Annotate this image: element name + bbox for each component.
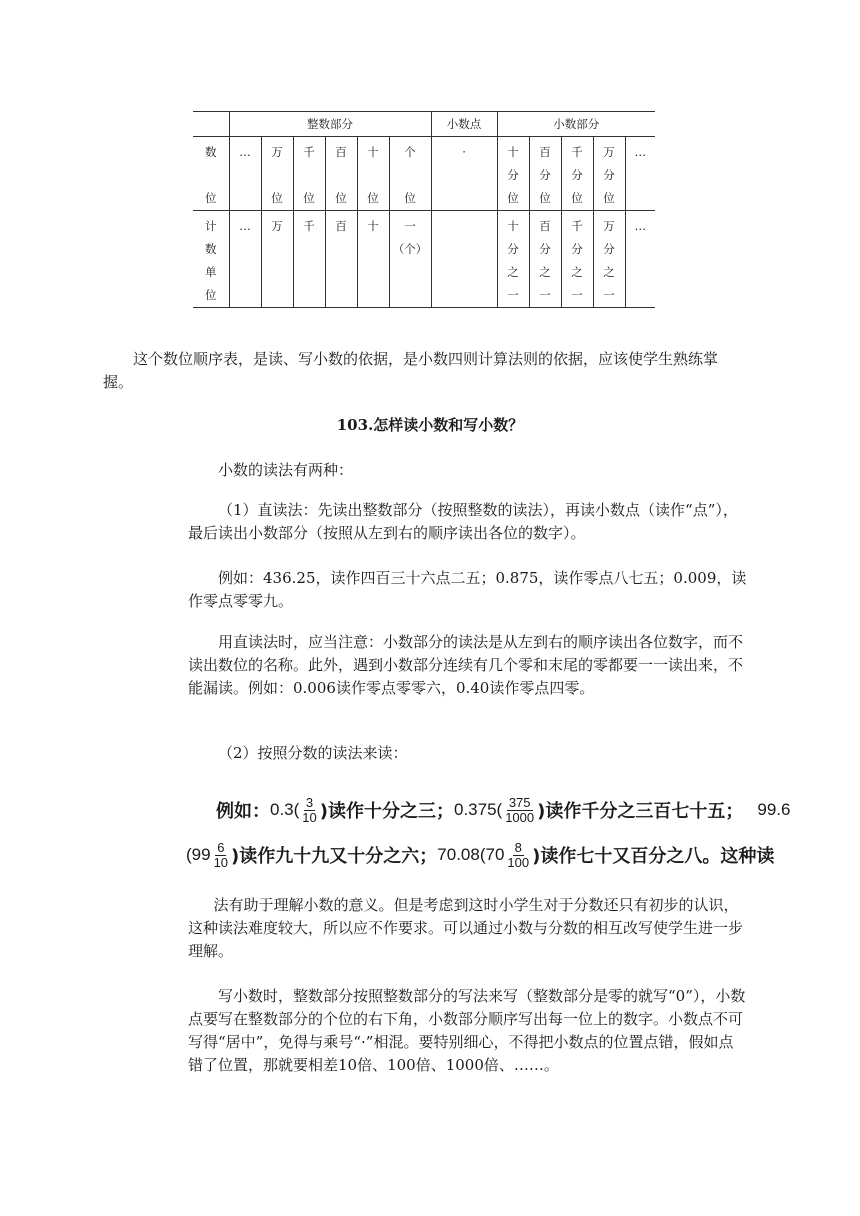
table-row-digit-place: [193, 137, 655, 211]
table-cell: 十: [357, 211, 389, 308]
table-cell: …: [625, 137, 655, 211]
paragraph-direct-example: 例如：436.25，读作四百三十六点二五；0.875，读作零点八七五；0.009，读作零点零零九。: [188, 569, 747, 610]
header-blank: [193, 112, 229, 137]
table-cell: …: [229, 137, 261, 211]
fraction: $\frac{6}{10}$: [213, 839, 229, 870]
table-cell: [431, 211, 497, 308]
table-cell: 万: [261, 211, 293, 308]
table-cell: …: [229, 211, 261, 308]
table-cell: 千 位: [293, 137, 325, 211]
table-cell: 个 位: [389, 137, 431, 211]
table-cell: 百 分 位: [529, 137, 561, 211]
table-cell: 十 位: [357, 137, 389, 211]
paragraph-fraction-notes: 法有助于理解小数的意义。但是考虑到这时小学生对于分数还只有初步的认识，这种读法难度较大，所以应不作要求。可以通过小数与分数的相互改写使学生进一步理解。: [188, 896, 744, 960]
table-cell: 百 分 之 一: [529, 211, 561, 308]
paragraph-fraction-reading: （2）按照分数的读法来读：: [218, 744, 408, 762]
section-heading: 103.怎样读小数和写小数？: [336, 416, 524, 434]
fraction-example-line-2: (99 $\frac{6}{10}$ )读作九十九又十分之六； 70.08(70 $\frac{8}{100}$ )读作七十又百分之八。这种读: [186, 839, 775, 870]
table-cell: 万 分 之 一: [593, 211, 625, 308]
table-cell: 一 （个）: [389, 211, 431, 308]
header-decimal-point: 小数点: [431, 112, 497, 137]
paragraph-direct-notes: 用直读法时，应当注意：小数部分的读法是从左到右的顺序读出各位数字，而不读出数位的名称。此外，遇到小数部分连续有几个零和末尾的零都要一一读出来，不能漏读。例如：0.006读作零点零零六，0.40读作零点四零。: [188, 633, 744, 697]
row-label-digit-place: 数 位: [193, 137, 229, 211]
table-cell: 十 分 之 一: [497, 211, 529, 308]
paragraph-direct-reading: （1）直读法：先读出整数部分（按照整数的读法），再读小数点（读作“点”），最后读出小数部分（按照从左到右的顺序读出各位的数字）。: [188, 501, 738, 542]
table-cell: 万 位: [261, 137, 293, 211]
place-value-table: [193, 111, 655, 308]
header-integer-part: 整数部分: [229, 112, 431, 137]
table-cell: …: [625, 211, 655, 308]
table-cell: 百: [325, 211, 357, 308]
fraction: $\frac{3}{10}$: [302, 794, 317, 825]
table-cell: 千 分 位: [561, 137, 593, 211]
paragraph-writing-decimals: 写小数时，整数部分按照整数部分的写法来写（整数部分是零的就写“0”），小数点要写在整数部分的个位的右下角，小数部分顺序写出每一位上的数字。小数点不可写得“居中”，免得与乘号“·”相混。要特别细心，不得把小数点的位置点错，假如点错了位置，那就要相差10倍、100倍、1000倍、……。: [188, 987, 746, 1074]
table-cell: 百 位: [325, 137, 357, 211]
table-cell: 千 分 之 一: [561, 211, 593, 308]
fraction: $\frac{8}{100}$: [507, 839, 530, 870]
table-cell: ·: [431, 137, 497, 211]
fraction-example-line-1: 例如： 0.3( $\frac{3}{10}$ )读作十分之三； 0.375( $\frac{375}{1000}$ )读作千分之三百七十五； 99.6: [216, 794, 791, 825]
paragraph-two-methods: 小数的读法有两种：: [218, 461, 354, 479]
row-label-counting-unit: 计 数 单 位: [193, 211, 229, 308]
table-cell: 万 分 位: [593, 137, 625, 211]
fraction: $\frac{375}{1000}$: [505, 794, 535, 825]
header-decimal-part: 小数部分: [497, 112, 655, 137]
table-cell: 十 分 位: [497, 137, 529, 211]
table-cell: 千: [293, 211, 325, 308]
paragraph-table-summary: 这个数位顺序表，是读、写小数的依据，是小数四则计算法则的依据，应该使学生熟练掌握。: [103, 350, 719, 391]
table-row-counting-unit: [193, 211, 655, 308]
table-header-row: [193, 112, 655, 137]
